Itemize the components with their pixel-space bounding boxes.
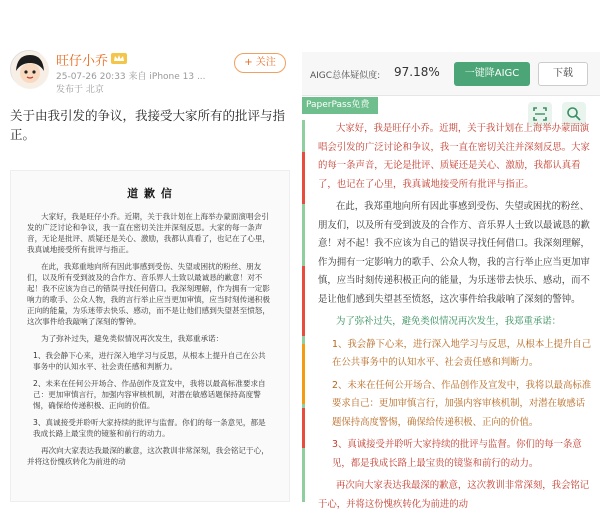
annotated-paragraph[interactable]: 在此，我郑重地向所有因此事感到受伤、失望或困扰的粉丝、朋友们，以及所有受到波及的合作方、音乐界人士致以最诚恳的歉意！对不起！我不应该为自己的错误寻找任何借口。我深刻理解，作为拥有一定影响力的歌手、公众人物，我的言行举止应当更加审慎，应当时刻传递积极正向的能量，为乐迷带去快乐、感动，而不是让他们感到失望甚至愤怒，这次事件给我敲响了深刻的警钟。 [318, 201, 590, 305]
download-button[interactable]: 下载 [538, 62, 588, 86]
apology-letter-image[interactable] [10, 170, 290, 502]
user-avatar[interactable] [10, 50, 48, 88]
vip-crown-icon [111, 52, 127, 65]
aigc-score-value: 97.18% [394, 65, 440, 79]
letter-paragraph: 大家好，我是旺仔小乔。近期，关于我计划在上海举办蒙面演唱会引发的广泛讨论和争议，我一直在密切关注并深刻反思。大家的每一条声音，无论是批评、质疑还是关心、激励，我都认真看了，也记在了心里，我真诚地接受所有批评与指正。 [27, 212, 270, 254]
aigc-score-label: AIGC总体疑似度: [310, 71, 381, 81]
letter-promise-2: 2、未来在任何公开场合、作品创作及宣发中，我将以最高标准要求自己：更加审慎言行，加强内容审核机制，对潜在敏感话题保持高度警惕，确保给传递积极、正向的价值。 [33, 379, 266, 410]
letter-title: 道 歉 信 [127, 187, 173, 200]
annotated-promise-3[interactable]: 3、真诚接受并聆听大家持续的批评与监督。你们的每一条意见，都是我成长路上最宝贵的镜鉴和前行的动力。 [332, 439, 582, 469]
high-risk-marker [302, 266, 305, 336]
high-risk-marker [302, 408, 305, 448]
reduce-aigc-button[interactable]: 一键降AIGC [454, 62, 530, 86]
annotated-document [316, 120, 594, 510]
follow-button[interactable]: + 关注 [234, 53, 286, 73]
annotated-paragraph[interactable]: 再次向大家表达我最深的歉意，这次教训非常深刻，我会铭记于心，并将这份愧疚转化为前进的动 [318, 480, 590, 510]
annotated-promise-1[interactable]: 1、我会静下心来，进行深入地学习与反思，从根本上提升自己在公共事务中的认知水平、社会责任感和判断力。 [332, 338, 592, 368]
annotated-paragraph[interactable]: 大家好，我是旺仔小乔。近期，关于我计划在上海举办蒙面演唱会引发的广泛讨论和争议，我一直在密切关注并深刻反思。大家的每一条声音，无论是批评、质疑还是关心、激励，我都认真看了，也记在了心里，我真诚地接受所有批评与指正。 [318, 123, 590, 190]
annotated-promise-2[interactable]: 2、未来在任何公开场合、作品创作及宣发中，我将以最高标准要求自己：更加审慎言行，加强内容审核机制，对潜在敏感话题保持高度警惕，确保给传递积极、正向的价值。 [332, 379, 592, 428]
letter-paragraph: 为了弥补过失，避免类似情况再次发生，我郑重承诺： [41, 334, 224, 343]
letter-promise-3: 3、真诚接受并聆听大家持续的批评与监督。你们的每一条意见，都是我成长路上最宝贵的镜鉴和前行的动力。 [33, 418, 266, 438]
letter-promise-1: 1、我会静下心来，进行深入地学习与反思，从根本上提升自己在公共事务中的认知水平、社会责任感和判断力。 [33, 351, 266, 371]
medium-risk-marker [302, 344, 305, 404]
version-badge: PaperPass免费版 [302, 97, 378, 114]
post-source: 来自 iPhone 13 ... [128, 72, 206, 82]
post-location: 发布于 北京 [56, 85, 104, 95]
aigc-detector-panel [302, 0, 600, 510]
post-text: 关于由我引发的争议，我接受大家所有的批评与指正。 [10, 108, 286, 142]
high-risk-marker [302, 152, 305, 204]
letter-paragraph: 在此，我郑重地向所有因此事感到受伤、失望或困扰的粉丝、朋友们，以及所有受到波及的合作方、音乐界人士致以最诚恳的歉意！对不起！我不应该为自己的错误寻找任何借口。我深刻理解，作为拥有一定影响力的歌手、公众人物，我的言行举止应当更加审慎，应当时刻传递积极正向的能量，为乐迷带去快乐、感动，而不是让他们感到失望甚至愤怒，这次事件给我敲响了深刻的警钟。 [27, 262, 270, 326]
author-name[interactable]: 旺仔小乔 [56, 54, 109, 69]
annotated-paragraph[interactable]: 为了弥补过失，避免类似情况再次发生，我郑重承诺： [336, 316, 562, 327]
post-panel [0, 0, 298, 502]
letter-paragraph: 再次向大家表达我最深的歉意，这次教训非常深刻，我会铭记于心，并将这份愧疚转化为前进的动 [27, 446, 269, 466]
post-meta [56, 69, 206, 82]
post-timestamp: 25-07-26 20:33 [56, 72, 126, 82]
